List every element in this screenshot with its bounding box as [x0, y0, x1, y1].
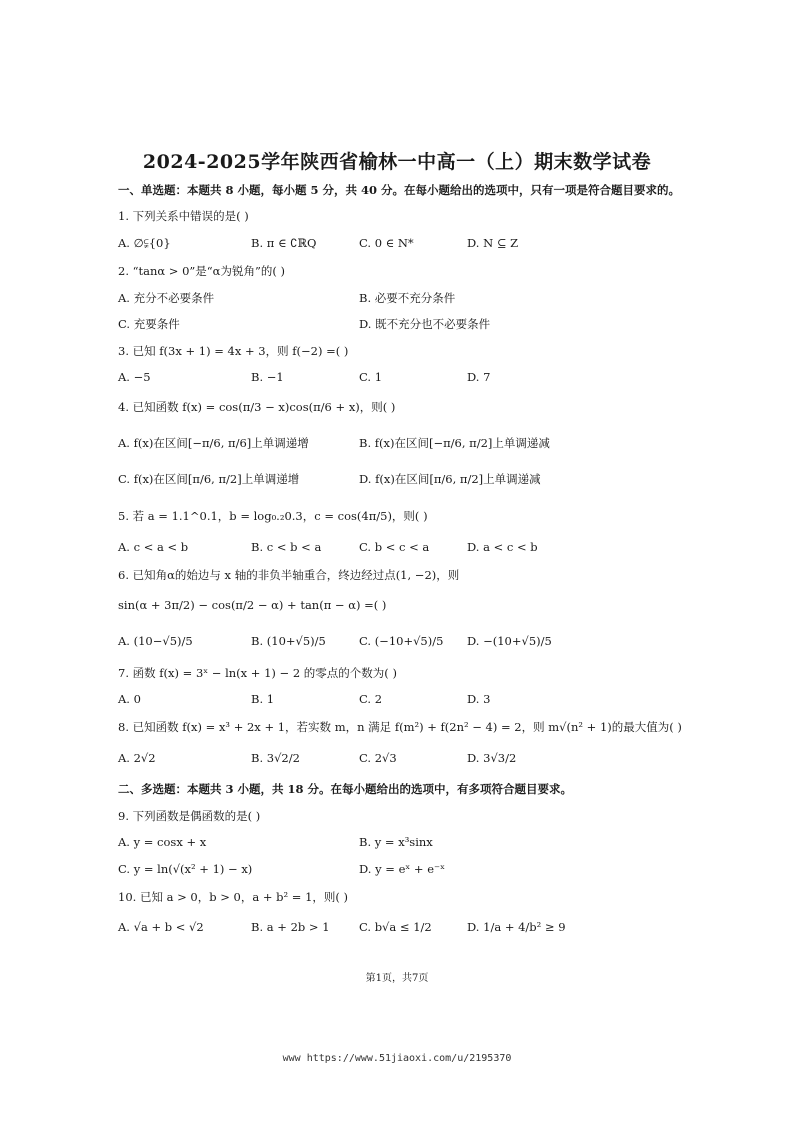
question-5-option-c: C. b < c < a	[359, 540, 430, 554]
question-7-option-c: C. 2	[359, 692, 383, 706]
question-4-option-a: A. f(x)在区间[−π/6, π/6]上单调递增	[118, 436, 309, 450]
question-4-option-b: B. f(x)在区间[−π/6, π/2]上单调递减	[359, 436, 550, 450]
question-2-option-c: C. 充要条件	[118, 317, 180, 331]
question-8-option-d: D. 3√3/2	[467, 751, 517, 765]
question-3-option-a: A. −5	[118, 370, 151, 384]
question-10-option-a: A. √a + b < √2	[118, 920, 204, 934]
question-2-option-a: A. 充分不必要条件	[118, 291, 215, 305]
section-heading-multiple-choice: 二、多选题：本题共 3 小题，共 18 分。在每小题给出的选项中，有多项符合题目要求。	[118, 782, 573, 796]
question-1-stem: 1. 下列关系中错误的是( )	[118, 209, 249, 223]
question-9-option-d: D. y = eˣ + e⁻ˣ	[359, 862, 445, 876]
question-2-stem: 2. “tanα > 0”是“α为锐角”的( )	[118, 264, 285, 278]
watermark-url: www https://www.51jiaoxi.com/u/2195370	[282, 1053, 512, 1064]
question-4-stem: 4. 已知函数 f(x) = cos(π/3 − x)cos(π/6 + x)，则( )	[118, 400, 396, 414]
question-9-option-b: B. y = x³sinx	[359, 835, 433, 849]
question-8-option-b: B. 3√2/2	[251, 751, 300, 765]
question-7-stem: 7. 函数 f(x) = 3ˣ − ln(x + 1) − 2 的零点的个数为( )	[118, 666, 397, 680]
question-3-option-d: D. 7	[467, 370, 491, 384]
question-1-option-b: B. π ∈ ∁ℝQ	[251, 236, 317, 250]
question-6-stem-expression: sin(α + 3π/2) − cos(π/2 − α) + tan(π − α) =( )	[118, 598, 387, 612]
question-9-option-c: C. y = ln(√(x² + 1) − x)	[118, 862, 253, 876]
question-9-option-a: A. y = cosx + x	[118, 835, 207, 849]
question-9-stem: 9. 下列函数是偶函数的是( )	[118, 809, 261, 823]
question-4-option-c: C. f(x)在区间[π/6, π/2]上单调递增	[118, 472, 300, 486]
question-3-stem: 3. 已知 f(3x + 1) = 4x + 3，则 f(−2) =( )	[118, 344, 349, 358]
question-1-option-d: D. N ⊆ Z	[467, 236, 519, 250]
question-7-option-b: B. 1	[251, 692, 275, 706]
question-8-option-a: A. 2√2	[118, 751, 156, 765]
question-3-option-c: C. 1	[359, 370, 383, 384]
question-10-option-b: B. a + 2b > 1	[251, 920, 330, 934]
question-10-stem: 10. 已知 a > 0，b > 0，a + b² = 1，则( )	[118, 890, 349, 904]
question-6-option-d: D. −(10+√5)/5	[467, 634, 552, 648]
question-10-option-c: C. b√a ≤ 1/2	[359, 920, 432, 934]
question-6-option-c: C. (−10+√5)/5	[359, 634, 444, 648]
question-2-option-d: D. 既不充分也不必要条件	[359, 317, 491, 331]
question-5-option-b: B. c < b < a	[251, 540, 322, 554]
question-5-option-d: D. a < c < b	[467, 540, 538, 554]
page-title: 2024-2025学年陕西省榆林一中高一（上）期末数学试卷	[142, 151, 652, 173]
question-3-option-b: B. −1	[251, 370, 284, 384]
question-1-option-a: A. ∅⫋{0}	[118, 236, 171, 250]
question-5-option-a: A. c < a < b	[118, 540, 189, 554]
question-8-option-c: C. 2√3	[359, 751, 397, 765]
question-2-option-b: B. 必要不充分条件	[359, 291, 456, 305]
question-10-option-d: D. 1/a + 4/b² ≥ 9	[467, 920, 566, 934]
question-6-option-a: A. (10−√5)/5	[118, 634, 193, 648]
question-1-option-c: C. 0 ∈ N*	[359, 236, 414, 250]
question-8-stem: 8. 已知函数 f(x) = x³ + 2x + 1，若实数 m，n 满足 f(m²) + f(2n² − 4) = 2，则 m√(n² + 1)的最大值为( )	[118, 720, 682, 734]
question-4-option-d: D. f(x)在区间[π/6, π/2]上单调递减	[359, 472, 541, 486]
question-5-stem: 5. 若 a = 1.1^0.1，b = log₀.₂0.3，c = cos(4π/5)，则( )	[118, 509, 428, 523]
section-heading-single-choice: 一、单选题：本题共 8 小题，每小题 5 分，共 40 分。在每小题给出的选项中，只有一项是符合题目要求的。	[118, 183, 681, 197]
page-number-footer: 第1页，共7页	[365, 973, 429, 984]
question-6-stem: 6. 已知角α的始边与 x 轴的非负半轴重合，终边经过点(1, −2)，则	[118, 568, 460, 582]
question-7-option-d: D. 3	[467, 692, 491, 706]
question-7-option-a: A. 0	[118, 692, 141, 706]
question-6-option-b: B. (10+√5)/5	[251, 634, 326, 648]
